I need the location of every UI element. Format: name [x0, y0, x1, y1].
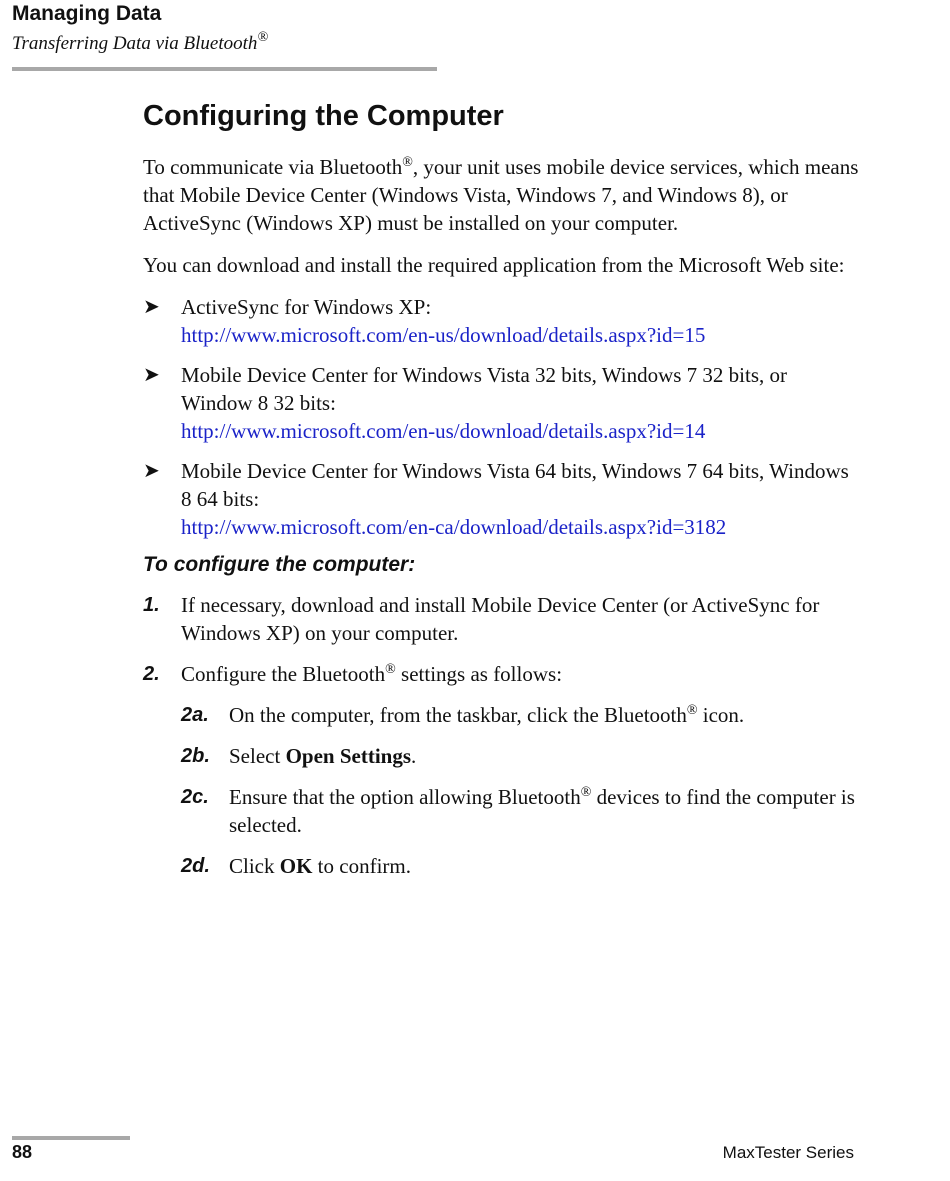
intro-part1: To communicate via Bluetooth [143, 155, 403, 179]
substep-number: 2c. [181, 786, 209, 808]
section-subtitle [12, 30, 269, 55]
download-link[interactable]: http://www.microsoft.com/en-ca/download/details.aspx?id=3182 [181, 515, 727, 539]
step-number: 1. [143, 594, 160, 616]
substep-number: 2b. [181, 745, 210, 767]
step-text: Configure the Bluetooth [181, 662, 386, 686]
product-series: MaxTester Series [722, 1143, 854, 1162]
substep-text: Ensure that the option allowing Bluetooth [229, 785, 581, 809]
bullet-item [143, 293, 863, 349]
step-text: If necessary, download and install Mobile Device Center (or ActiveSync for Windows XP) on your computer. [181, 593, 820, 645]
substep-text: devices to find the computer is selected. [229, 785, 855, 837]
step-text: settings as follows: [395, 662, 563, 686]
substep-text: . [411, 744, 417, 768]
download-link[interactable]: http://www.microsoft.com/en-us/download/details.aspx?id=14 [181, 419, 706, 443]
registered-mark: ® [686, 703, 698, 718]
ui-term: Open Settings [285, 744, 411, 768]
download-paragraph: You can download and install the required application from the Microsoft Web site: [143, 253, 845, 277]
footer-rule [12, 1136, 130, 1140]
registered-mark: ® [257, 30, 269, 45]
arrow-bullet-icon: ➤ [143, 296, 160, 318]
main-content [143, 100, 863, 893]
bullet-text: Mobile Device Center for Windows Vista 32 bits, Windows 7 32 bits, or Window 8 32 bits: [181, 363, 787, 415]
substep-item [143, 742, 863, 770]
bullet-item [143, 457, 863, 541]
registered-mark: ® [385, 662, 396, 677]
header-rule [12, 67, 437, 71]
step-item [143, 591, 863, 647]
substep-item [143, 783, 863, 839]
intro-paragraph [143, 153, 863, 237]
substep-number: 2a. [181, 704, 209, 726]
ui-term: OK [279, 854, 313, 878]
procedure-title: To configure the computer: [143, 553, 416, 576]
substep-text: Click [229, 854, 280, 878]
substep-text: icon. [697, 703, 745, 727]
step-number: 2. [143, 663, 160, 685]
page-number: 88 [12, 1142, 33, 1162]
substep-number: 2d. [181, 855, 210, 877]
substep-item [143, 852, 863, 880]
bullet-text: Mobile Device Center for Windows Vista 64 bits, Windows 7 64 bits, Windows 8 64 bits: [181, 459, 849, 511]
substep-item [143, 701, 863, 729]
intro-part2: , your unit uses mobile device services, which means that Mobile Device Center (Windows Vista, Windows 7, and Windows 8), or ActiveSync (Windows XP) must be installed on your computer. [143, 155, 859, 235]
substep-text: On the computer, from the taskbar, click the Bluetooth [229, 703, 687, 727]
arrow-bullet-icon: ➤ [143, 364, 160, 386]
substep-text: to confirm. [312, 854, 411, 878]
section-subtitle-text: Transferring Data via Bluetooth [12, 33, 258, 54]
bullet-text: ActiveSync for Windows XP: [181, 295, 432, 319]
bullet-item [143, 361, 863, 445]
page-title: Configuring the Computer [143, 100, 504, 132]
registered-mark: ® [402, 155, 413, 170]
chapter-title: Managing Data [12, 2, 162, 25]
step-item [143, 660, 863, 688]
registered-mark: ® [580, 785, 592, 800]
download-link[interactable]: http://www.microsoft.com/en-us/download/details.aspx?id=15 [181, 323, 706, 347]
arrow-bullet-icon: ➤ [143, 460, 160, 482]
substep-text: Select [229, 744, 286, 768]
